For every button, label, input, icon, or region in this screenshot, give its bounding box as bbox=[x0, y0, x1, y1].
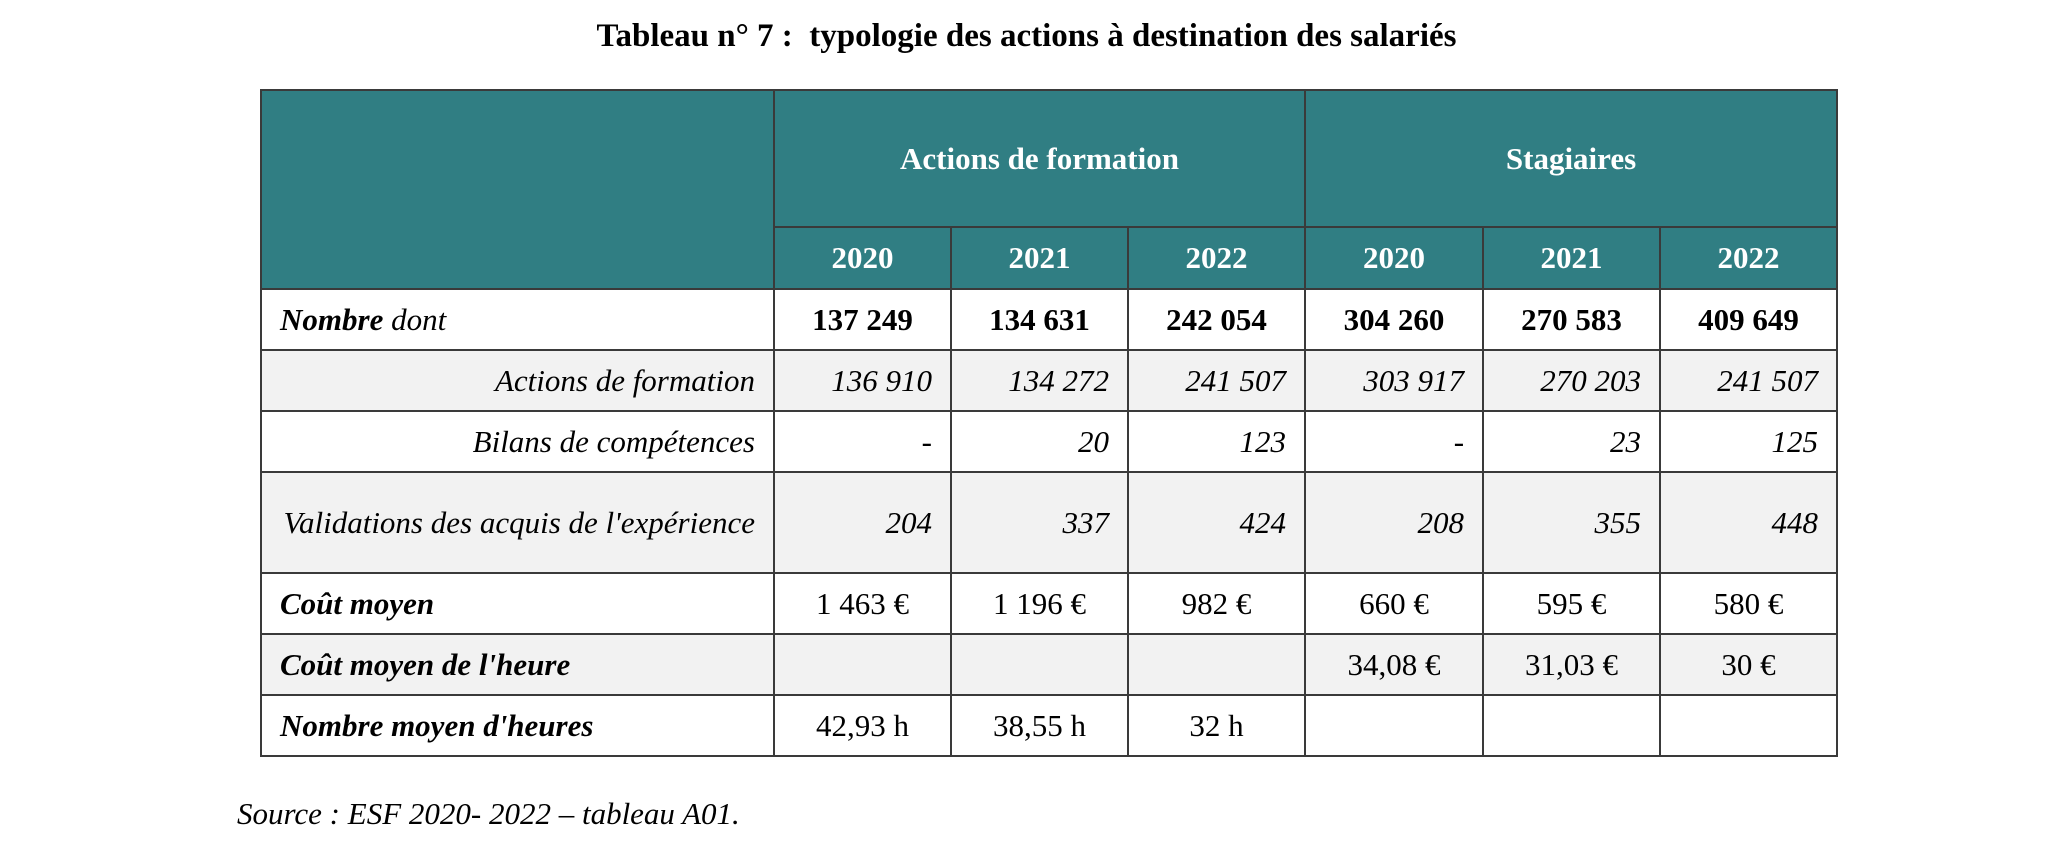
table-cell bbox=[1128, 634, 1305, 695]
table-cell: 20 bbox=[951, 411, 1128, 472]
table-cell: 304 260 bbox=[1305, 289, 1483, 350]
table-cell: 125 bbox=[1660, 411, 1837, 472]
table-cell: 38,55 h bbox=[951, 695, 1128, 756]
table-cell: 137 249 bbox=[774, 289, 951, 350]
table-cell: 208 bbox=[1305, 472, 1483, 573]
table-cell: 424 bbox=[1128, 472, 1305, 573]
header-row-groups bbox=[261, 90, 1837, 227]
row-label-bold: Nombre bbox=[280, 301, 384, 337]
table-cell: 303 917 bbox=[1305, 350, 1483, 411]
table-cell bbox=[951, 634, 1128, 695]
header-year: 2020 bbox=[774, 227, 951, 289]
table-cell: 42,93 h bbox=[774, 695, 951, 756]
table-cell: 580 € bbox=[1660, 573, 1837, 634]
table-row-cout-moyen bbox=[261, 573, 1837, 634]
table-cell: 241 507 bbox=[1660, 350, 1837, 411]
table-cell: 355 bbox=[1483, 472, 1660, 573]
table-cell bbox=[1660, 695, 1837, 756]
row-label-rest: dont bbox=[383, 301, 447, 337]
table-cell: 241 507 bbox=[1128, 350, 1305, 411]
row-label: Actions de formation bbox=[261, 350, 774, 411]
table-cell: 982 € bbox=[1128, 573, 1305, 634]
table-cell: 134 631 bbox=[951, 289, 1128, 350]
row-label: Validations des acquis de l'expérience bbox=[261, 472, 774, 573]
table-row-nombre bbox=[261, 289, 1837, 350]
table-cell: 595 € bbox=[1483, 573, 1660, 634]
table-title: Tableau n° 7 : typologie des actions à destination des salariés bbox=[596, 18, 1457, 54]
header-group-actions: Actions de formation bbox=[774, 90, 1305, 227]
header-year: 2021 bbox=[951, 227, 1128, 289]
table-cell: 123 bbox=[1128, 411, 1305, 472]
table-cell: 134 272 bbox=[951, 350, 1128, 411]
row-label bbox=[261, 289, 774, 350]
table-row-heures bbox=[261, 695, 1837, 756]
header-year: 2022 bbox=[1128, 227, 1305, 289]
table-cell: 30 € bbox=[1660, 634, 1837, 695]
row-label: Nombre moyen d'heures bbox=[261, 695, 774, 756]
row-label: Coût moyen bbox=[261, 573, 774, 634]
table-cell: 337 bbox=[951, 472, 1128, 573]
table-cell: - bbox=[774, 411, 951, 472]
header-year: 2022 bbox=[1660, 227, 1837, 289]
table-cell: 1 196 € bbox=[951, 573, 1128, 634]
table-cell: 270 203 bbox=[1483, 350, 1660, 411]
table-cell: 270 583 bbox=[1483, 289, 1660, 350]
table-cell bbox=[1483, 695, 1660, 756]
table-cell: 204 bbox=[774, 472, 951, 573]
table-cell: 31,03 € bbox=[1483, 634, 1660, 695]
table-row-vae bbox=[261, 472, 1837, 573]
header-corner bbox=[261, 90, 774, 289]
header-year: 2021 bbox=[1483, 227, 1660, 289]
row-label: Bilans de compétences bbox=[261, 411, 774, 472]
table-cell: 660 € bbox=[1305, 573, 1483, 634]
table-cell bbox=[774, 634, 951, 695]
table-row-actions bbox=[261, 350, 1837, 411]
table-cell: 23 bbox=[1483, 411, 1660, 472]
table-row-cout-heure bbox=[261, 634, 1837, 695]
table-cell: 1 463 € bbox=[774, 573, 951, 634]
table-cell: 136 910 bbox=[774, 350, 951, 411]
table-cell: 34,08 € bbox=[1305, 634, 1483, 695]
table-row-bilans bbox=[261, 411, 1837, 472]
header-year: 2020 bbox=[1305, 227, 1483, 289]
row-label: Coût moyen de l'heure bbox=[261, 634, 774, 695]
data-table bbox=[260, 89, 1838, 757]
source-note: Source : ESF 2020- 2022 – tableau A01. bbox=[237, 796, 740, 831]
table-cell: 448 bbox=[1660, 472, 1837, 573]
table-cell: 242 054 bbox=[1128, 289, 1305, 350]
table-cell: 32 h bbox=[1128, 695, 1305, 756]
table-cell: - bbox=[1305, 411, 1483, 472]
table-cell: 409 649 bbox=[1660, 289, 1837, 350]
header-group-stagiaires: Stagiaires bbox=[1305, 90, 1837, 227]
table-cell bbox=[1305, 695, 1483, 756]
